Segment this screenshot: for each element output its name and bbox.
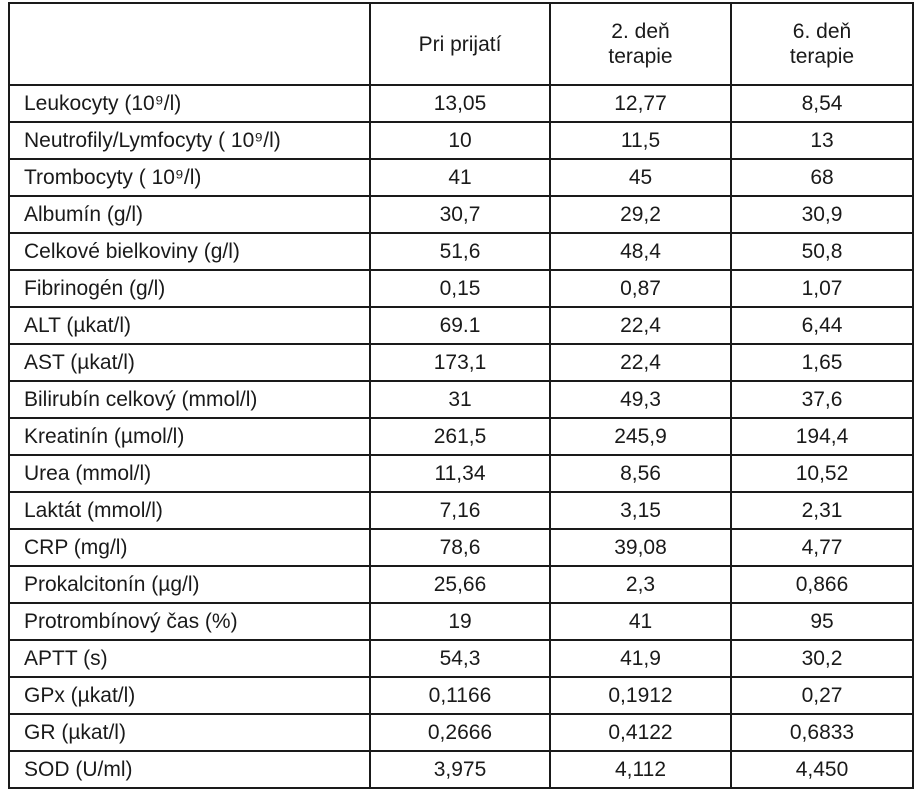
parameter-cell: GR (µkat/l) [9, 714, 370, 751]
lab-results-table [8, 2, 914, 789]
day-2-value-cell: 11,5 [550, 122, 731, 159]
day-6-value-cell: 30,9 [731, 196, 913, 233]
table-row [9, 603, 913, 640]
day-2-value-cell: 22,4 [550, 307, 731, 344]
parameter-cell: Prokalcitonín (µg/l) [9, 566, 370, 603]
header-line: terapie [789, 45, 855, 68]
day-2-value-cell: 8,56 [550, 455, 731, 492]
parameter-cell: APTT (s) [9, 640, 370, 677]
admission-value-cell: 54,3 [370, 640, 550, 677]
day-2-value-cell: 0,4122 [550, 714, 731, 751]
table-row [9, 492, 913, 529]
day-6-value-cell: 2,31 [731, 492, 913, 529]
admission-value-cell: 7,16 [370, 492, 550, 529]
day-6-value-cell: 1,65 [731, 344, 913, 381]
day-2-value-cell: 0,87 [550, 270, 731, 307]
header-line: 6. deň [792, 20, 852, 43]
admission-value-cell: 41 [370, 159, 550, 196]
table-row [9, 233, 913, 270]
parameter-cell: SOD (U/ml) [9, 751, 370, 788]
table-row [9, 122, 913, 159]
day-6-value-cell: 95 [731, 603, 913, 640]
header-cell-day-6 [731, 3, 913, 85]
admission-value-cell: 31 [370, 381, 550, 418]
day-6-value-cell: 4,77 [731, 529, 913, 566]
table-row [9, 640, 913, 677]
day-6-value-cell: 30,2 [731, 640, 913, 677]
day-2-value-cell: 2,3 [550, 566, 731, 603]
header-cell-admission [370, 3, 550, 85]
parameter-cell: Kreatinín (µmol/l) [9, 418, 370, 455]
parameter-cell: CRP (mg/l) [9, 529, 370, 566]
day-2-value-cell: 22,4 [550, 344, 731, 381]
header-cell-parameter [9, 3, 370, 85]
table-row [9, 270, 913, 307]
day-2-value-cell: 0,1912 [550, 677, 731, 714]
admission-value-cell: 51,6 [370, 233, 550, 270]
parameter-cell: ALT (µkat/l) [9, 307, 370, 344]
table-row [9, 381, 913, 418]
day-2-value-cell: 4,112 [550, 751, 731, 788]
parameter-cell: Neutrofily/Lymfocyty ( 10⁹/l) [9, 122, 370, 159]
header-line: Pri prijatí [418, 32, 502, 56]
admission-value-cell: 0,1166 [370, 677, 550, 714]
admission-value-cell: 3,975 [370, 751, 550, 788]
day-6-value-cell: 13 [731, 122, 913, 159]
day-2-value-cell: 48,4 [550, 233, 731, 270]
admission-value-cell: 30,7 [370, 196, 550, 233]
day-6-value-cell: 8,54 [731, 85, 913, 122]
admission-value-cell: 10 [370, 122, 550, 159]
table-row [9, 455, 913, 492]
day-6-value-cell: 194,4 [731, 418, 913, 455]
table-row [9, 159, 913, 196]
table-row [9, 714, 913, 751]
parameter-cell: Albumín (g/l) [9, 196, 370, 233]
header-line: terapie [608, 45, 673, 68]
day-6-value-cell: 50,8 [731, 233, 913, 270]
day-2-value-cell: 3,15 [550, 492, 731, 529]
header-line: 2. deň [611, 20, 670, 43]
table-row [9, 344, 913, 381]
day-6-value-cell: 68 [731, 159, 913, 196]
parameter-cell: Fibrinogén (g/l) [9, 270, 370, 307]
table-body [9, 85, 913, 788]
day-6-value-cell: 6,44 [731, 307, 913, 344]
day-6-value-cell: 1,07 [731, 270, 913, 307]
day-2-value-cell: 41,9 [550, 640, 731, 677]
admission-value-cell: 78,6 [370, 529, 550, 566]
parameter-cell: GPx (µkat/l) [9, 677, 370, 714]
admission-value-cell: 19 [370, 603, 550, 640]
admission-value-cell: 0,15 [370, 270, 550, 307]
day-6-value-cell: 0,866 [731, 566, 913, 603]
admission-value-cell: 261,5 [370, 418, 550, 455]
parameter-cell: Protrombínový čas (%) [9, 603, 370, 640]
admission-value-cell: 13,05 [370, 85, 550, 122]
table-row [9, 85, 913, 122]
parameter-cell: Bilirubín celkový (mmol/l) [9, 381, 370, 418]
table-row [9, 196, 913, 233]
parameter-cell: Urea (mmol/l) [9, 455, 370, 492]
day-2-value-cell: 12,77 [550, 85, 731, 122]
table-row [9, 529, 913, 566]
table-row [9, 566, 913, 603]
admission-value-cell: 69.1 [370, 307, 550, 344]
day-2-value-cell: 39,08 [550, 529, 731, 566]
parameter-cell: AST (µkat/l) [9, 344, 370, 381]
admission-value-cell: 173,1 [370, 344, 550, 381]
lab-results-table-container [8, 2, 912, 789]
table-row [9, 418, 913, 455]
day-2-value-cell: 245,9 [550, 418, 731, 455]
header-cell-day-2 [550, 3, 731, 85]
parameter-cell: Celkové bielkoviny (g/l) [9, 233, 370, 270]
admission-value-cell: 11,34 [370, 455, 550, 492]
day-6-value-cell: 37,6 [731, 381, 913, 418]
table-header [9, 3, 913, 85]
day-6-value-cell: 0,27 [731, 677, 913, 714]
day-6-value-cell: 0,6833 [731, 714, 913, 751]
table-row [9, 677, 913, 714]
header-row [9, 3, 913, 85]
day-6-value-cell: 4,450 [731, 751, 913, 788]
day-2-value-cell: 49,3 [550, 381, 731, 418]
day-2-value-cell: 45 [550, 159, 731, 196]
admission-value-cell: 0,2666 [370, 714, 550, 751]
parameter-cell: Leukocyty (10⁹/l) [9, 85, 370, 122]
day-2-value-cell: 41 [550, 603, 731, 640]
table-row [9, 751, 913, 788]
day-2-value-cell: 29,2 [550, 196, 731, 233]
parameter-cell: Trombocyty ( 10⁹/l) [9, 159, 370, 196]
parameter-cell: Laktát (mmol/l) [9, 492, 370, 529]
table-row [9, 307, 913, 344]
day-6-value-cell: 10,52 [731, 455, 913, 492]
admission-value-cell: 25,66 [370, 566, 550, 603]
